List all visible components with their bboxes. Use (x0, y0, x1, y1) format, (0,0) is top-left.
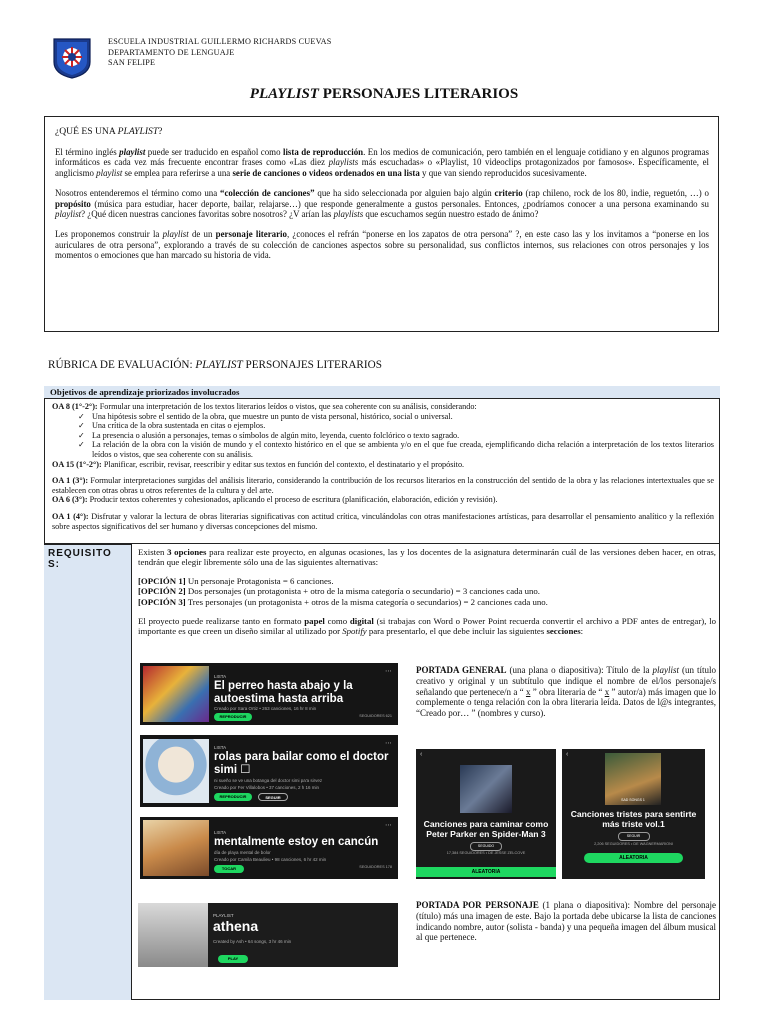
school-name: ESCUELA INDUSTRIAL GUILLERMO RICHARDS CUEVAS (108, 37, 332, 46)
playlist-title: El perreo hasta abajo y la autoestima hasta arriba (214, 680, 353, 705)
text-run: ” obra literaria de “ (530, 686, 605, 697)
playlist-title: mentalmente estoy en cancún (214, 836, 379, 848)
playlist-tag: LISTA (214, 674, 227, 679)
intro-paragraph-2 (55, 188, 709, 220)
oa15-text: Planificar, escribir, revisar, reescribir y editar sus textos en función del contexto, el destinatario y el propósito. (101, 459, 465, 469)
option-label: [OPCIÓN 1] (138, 575, 186, 586)
example-phone-tristes (562, 749, 705, 879)
cover-image (138, 903, 208, 967)
follow-button[interactable]: SEGUIR (258, 793, 288, 801)
rubric-title (48, 359, 382, 371)
text-run: y que van siendo reproducidos sucesivamente. (419, 168, 587, 179)
playlist-title: Canciones para caminar como Peter Parker en Spider-Man 3 (423, 819, 549, 839)
row-divider (44, 543, 720, 544)
text-run: lista de reproducción (283, 146, 364, 157)
text-run: playlists (328, 157, 359, 168)
title-italic: PLAYLIST (249, 86, 319, 102)
rubric-title-post: PERSONAJES LITERARIOS (242, 359, 382, 371)
text-run: “colección de canciones” (220, 187, 315, 198)
text-run: (rap chileno, rock de los 80, indie, reguetón, …) o (522, 187, 709, 198)
text-run: (si trabajas con Word o Power Point recuerda convertir el archivo a PDF antes de entregar), lo importante es que creen un diseño similar al utilizado por (138, 616, 716, 637)
oa8-item (78, 430, 714, 441)
cover-image (143, 739, 209, 803)
option-text: Un personaje Protagonista = 6 canciones. (185, 575, 334, 586)
playlist-title: Canciones tristes para sentirte más triste vol.1 (570, 809, 697, 829)
play-button[interactable]: TOCAR (214, 865, 244, 873)
rubric-title-pre: RÚBRICA DE EVALUACIÓN: (48, 359, 196, 371)
title-rest: PERSONAJES LITERARIOS (318, 86, 519, 102)
option-text: Dos personajes (un protagonista + otro de la misma categoría o secundario) = 3 canciones cada uno. (185, 586, 541, 597)
options-list (138, 576, 716, 607)
example-playlist-cancun (140, 817, 398, 879)
text-run: . En los medios de comunicación, pero también en el lenguaje cotidiano y en algunos programas informáticos es cada vez más frecuente encontrar frases como «Las diez (55, 146, 709, 168)
option-text: Tres personajes (un protagonista + otros de la misma categoría o secundarios) = 2 canciones cada uno. (185, 596, 548, 607)
text-run: como (324, 616, 350, 627)
play-button[interactable]: REPRODUCIR (214, 713, 252, 721)
playlist-description: ni sueño se ve una botanga del doctor simi pa'a sirvez (214, 778, 323, 783)
text-run: playlist (96, 168, 123, 179)
oa15 (52, 460, 714, 470)
playlist-meta: Creado por Fer Villalobos • 37 canciones, 2 h 16 min (214, 785, 320, 790)
oa1-3 (52, 476, 714, 495)
text-run: , ¿conoces el refrán “ponerse en los zapatos de otra persona” ?, en este caso las y los invitamos a “ponerse en los auriculares de otra persona”, explorando a través de su colección de canciones aspectos sobre su personalidad, sus conflictos internos, sus relaciones con otros personajes y los momentos o emociones que han marcado su historia de vida. (55, 228, 709, 261)
text-run: El proyecto puede realizarse tanto en formato (138, 616, 305, 627)
text-run: (1 plana o diapositiva): Nombre del personaje (título) más una imagen de este. Bajo la portada debe ubicarse la lista de canciones indicando nombre, autor (solista - banda) y una pequeña imagen del álbum musical al que pertenece. (416, 900, 717, 943)
oa15-label: OA 15 (1°-2°): (52, 459, 102, 469)
oa1-4-label: OA 1 (4°): (52, 511, 89, 521)
requisitos-label (44, 544, 132, 1000)
text-run: Spotify (342, 626, 367, 637)
option-label: [OPCIÓN 2] (138, 586, 186, 597)
oa1-4-text: Disfrutar y valorar la lectura de obras literarias significativas con actitud crítica, vinculándolas con otras manifestaciones artísticas, para desarrollar el pensamiento analítico y la reflexión sobre aspectos significativos del ser humano y diversas concepciones del mismo. (52, 511, 714, 531)
city-name: SAN FELIPE (108, 58, 156, 67)
example-phone-spiderman (416, 749, 556, 879)
oa1-3-text: Formular interpretaciones surgidas del análisis literario, considerando la contribución de los recursos literarios en la construcción del sentido de la obra y las relaciones intertextuales que se establecen con otras obras u otros referentes de la cultura y del arte. (52, 476, 714, 495)
oa6-3-label: OA 6 (3°): (52, 495, 88, 505)
text-run: para presentarlo, el que debe incluir las siguientes (366, 626, 547, 637)
text-run: serie de canciones o videos ordenados en una lista (232, 168, 420, 179)
text-run: ? ¿Qué dicen nuestras canciones favoritas sobre nosotros? ¿V arían las (81, 209, 334, 220)
follow-button[interactable]: SEGUIR (618, 832, 650, 841)
oa6-3-text: Producir textos coherentes y cohesionados, aplicando el proceso de escritura (planificación, elaboración, edición y revisión). (87, 495, 498, 505)
option-1 (138, 576, 716, 586)
objectives-header: Objetivos de aprendizaje priorizados involucrados (44, 386, 720, 399)
text-run: (música para estudiar, hacer deporte, bailar, relajarse…) que responde generalmente a gustos personales. Entonces, ¿podríamos conocer a una persona examinando su (90, 198, 709, 209)
oa8-item-text: La presencia o alusión a personajes, temas o símbolos de algún mito, leyenda, cuento folclórico o texto sagrado. (92, 430, 460, 440)
portada-personaje-text (416, 900, 716, 943)
option-3 (138, 597, 716, 607)
oa8-item-text: La relación de la obra con la visión de mundo y el contexto histórico en el que se ambienta y/o en el que fue creada, ejemplificando dicha relación a interpretación de los textos literarios leídos o vistos, que sea coherente con su análisis. (92, 440, 714, 459)
option-2 (138, 586, 716, 596)
playlist-meta: Creado por Sara Ortiz • 263 canciones, 16 hr 8 min (214, 706, 317, 711)
portada-general-text (416, 665, 716, 719)
text-run: que ha sido seleccionada por alguien bajo algún (314, 187, 495, 198)
text-run: Nosotros entenderemos el término como una (55, 187, 221, 198)
question-pre: ¿QUÉ ES UNA (55, 126, 118, 137)
intro-paragraph-1 (55, 147, 709, 179)
oa8-item (78, 421, 714, 431)
text-run: PORTADA GENERAL (416, 665, 507, 675)
question-post: ? (158, 126, 163, 137)
oa8 (52, 402, 714, 412)
playlist-description: día de playa mental de bolor (214, 850, 271, 855)
playlist-title: rolas para bailar como el doctor simi ☐ (214, 751, 389, 776)
back-arrow-icon[interactable]: ‹ (420, 751, 423, 758)
objectives-list (52, 402, 714, 531)
playlist-tag: LISTA (214, 745, 227, 750)
shuffle-button[interactable]: ALEATORIA (584, 853, 683, 863)
oa8-item-text: Una crítica de la obra sustentada en citas o ejemplos. (92, 421, 266, 431)
text-run: secciones (546, 626, 581, 637)
cover-image (143, 820, 209, 876)
text-run: El término inglés (55, 146, 120, 157)
option-label: [OPCIÓN 3] (138, 596, 186, 607)
text-run: (una plana o diapositiva): Título de la (506, 665, 653, 675)
playlist-meta: Created by Ash • 64 songs, 3 hr 46 min (213, 939, 292, 944)
play-button[interactable]: PLAY (218, 955, 248, 963)
text-run: personaje literario (215, 228, 287, 239)
text-run: playlist (162, 228, 189, 239)
following-button[interactable]: SEGUIDO (470, 842, 502, 851)
intro-paragraph-3 (55, 229, 709, 261)
more-icon[interactable]: ⋯ (385, 740, 392, 747)
school-logo (50, 36, 94, 80)
question-italic: PLAYLIST (117, 126, 159, 137)
example-playlist-athena (138, 903, 398, 967)
requisitos-label-line2: S: (48, 559, 60, 570)
playlist-tag: PLAYLIST (213, 913, 234, 918)
text-run: digital (349, 616, 374, 627)
oa8-items (52, 412, 714, 460)
text-run: playlist (55, 209, 82, 220)
oa8-text: Formular una interpretación de los textos literarios leídos o vistos, que sea coherente con su análisis, considerando: (97, 402, 477, 411)
playlist-meta: Creado por Camila Beaulieu • 98 canciones, 6 hr 42 min (214, 857, 327, 862)
intro-box (44, 116, 719, 332)
requisitos-label-line1: REQUISITO (48, 548, 112, 559)
page-title (0, 86, 768, 103)
more-icon[interactable]: ⋯ (385, 668, 392, 675)
oa8-item (78, 411, 714, 422)
playlist-tag: LISTA (214, 830, 227, 835)
oa8-label: OA 8 (1°-2°): (52, 402, 98, 411)
text-run: Les proponemos construir la (55, 228, 163, 239)
back-arrow-icon[interactable]: ‹ (566, 751, 569, 758)
text-run: playlists (333, 209, 364, 220)
req-intro-pre: Existen (138, 547, 168, 557)
followers-info: 2,206 SEGUIDORES • DE WAGNERMARIONI (594, 842, 673, 846)
followers-info: 17,384 SEGUIDORES • DE JESSE ZELCOVE (446, 851, 526, 855)
oa1-4 (52, 512, 714, 531)
play-button[interactable]: REPRODUCIR (214, 793, 252, 801)
text-run: se emplea para referirse a una (122, 168, 233, 179)
req-intro-bold: 3 opciones (167, 547, 207, 557)
text-run: : (580, 626, 584, 637)
text-run: puede ser traducido en español como (145, 146, 283, 157)
format-paragraph (138, 616, 716, 637)
requisitos-content (138, 547, 716, 645)
check-icon: ✓ (78, 421, 85, 431)
text-run: propósito (55, 198, 91, 209)
text-run: playlist (119, 146, 146, 157)
oa6-3 (52, 495, 714, 505)
cover-image (460, 765, 512, 813)
requisitos-intro (138, 547, 716, 568)
example-playlist-perreo (140, 663, 398, 725)
followers-count: SEGUIDORES 621 (359, 714, 392, 718)
check-icon: ✓ (78, 411, 85, 421)
check-icon: ✓ (78, 440, 85, 450)
example-playlist-rolas (140, 735, 398, 807)
text-run: de un (188, 228, 216, 239)
text-run: criterio (494, 187, 523, 198)
school-header (108, 37, 332, 69)
check-icon: ✓ (78, 430, 85, 440)
intro-question (55, 127, 709, 138)
followers-count: SEGUIDORES 178 (359, 865, 392, 869)
req-intro-post: para realizar este proyecto, en algunas ocasiones, las y los docentes de la asignatura determinarán cuál de las versiones deben hacer, en otras, tendrán que elegir libremente sólo una de las siguientes alternativas: (138, 547, 717, 568)
shuffle-button[interactable]: ALEATORIA (416, 867, 556, 877)
text-run: que escuchamos según nuestro estado de ánimo? (363, 209, 539, 220)
cover-image (143, 666, 209, 722)
cover-text: SAD SONGS 1 (621, 798, 645, 802)
rubric-title-italic: PLAYLIST (195, 359, 243, 371)
text-run: más escuchadas» o «Playlist, 10 videoclips protagonizados por famosos». Específicamente, el anglicismo (55, 157, 710, 179)
text-run: PORTADA POR PERSONAJE (416, 900, 539, 910)
oa1-3-label: OA 1 (3°): (52, 476, 89, 486)
text-run: papel (304, 616, 325, 627)
text-run: playlist (652, 665, 679, 675)
more-icon[interactable]: ⋯ (385, 822, 392, 829)
oa8-item (78, 440, 714, 459)
cover-image (605, 753, 661, 805)
text-run: ” autor/a) más imagen que lo complemente o tenga relación con la obra literaria leída. Datos de l@s integrantes, “Creado por… ” (nombres y curso). (416, 686, 716, 719)
text-run: x (525, 686, 531, 697)
text-run: x (604, 686, 610, 697)
playlist-title: athena (213, 918, 259, 934)
oa8-item-text: Una hipótesis sobre el sentido de la obra, que muestre un punto de vista personal, histórico, social o universal. (92, 411, 453, 421)
text-run: (un título creativo y original y un subtítulo que indique el nombre de el/los personaje/s señalando que pertenece/n a “ (416, 665, 716, 697)
department-name: DEPARTAMENTO DE LENGUAJE (108, 47, 235, 57)
